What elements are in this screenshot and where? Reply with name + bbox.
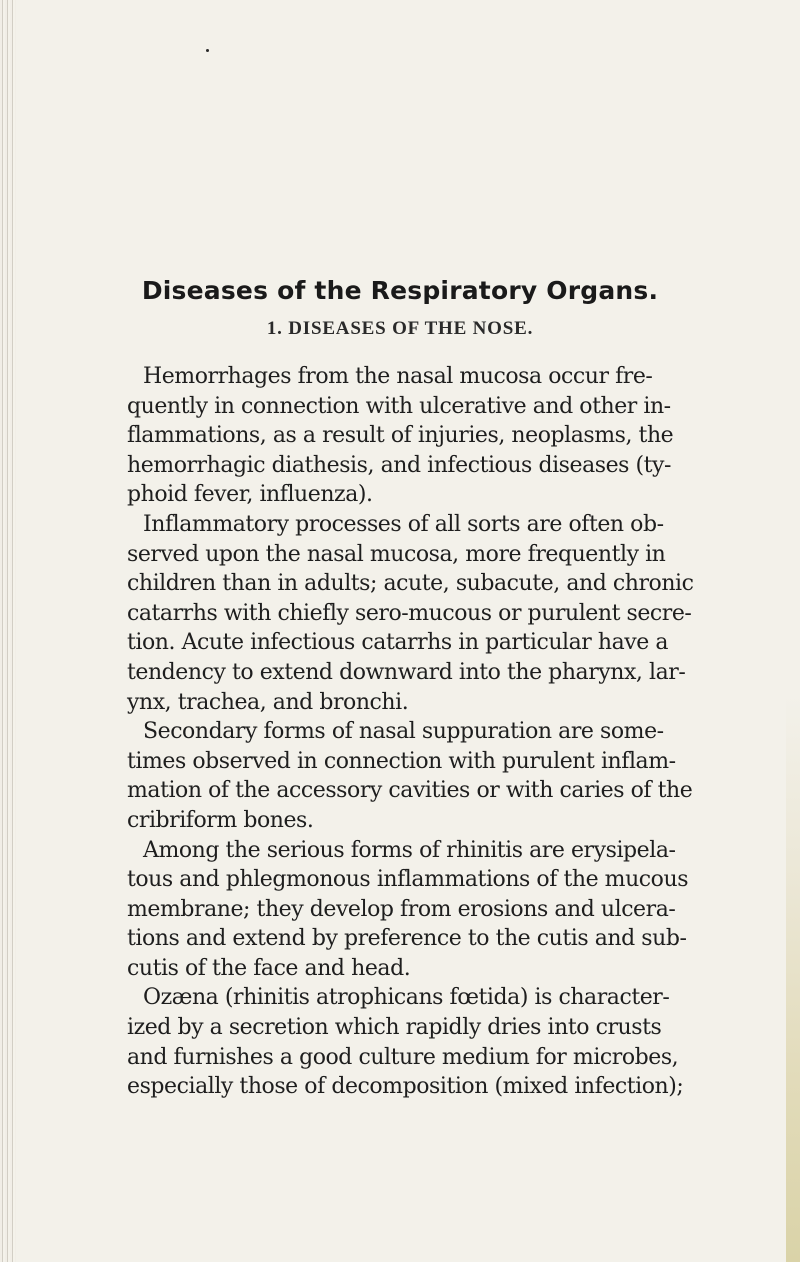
text-line: Secondary forms of nasal suppuration are some-: [143, 719, 664, 745]
text-line: membrane; they develop from erosions and ulcera-: [127, 896, 676, 922]
page-gutter-right: [786, 0, 800, 1262]
text-line: times observed in connection with purulent inflam-: [127, 748, 676, 774]
text-line: Ozæna (rhinitis atrophicans fœtida) is character-: [143, 985, 670, 1011]
text-line: and furnishes a good culture medium for microbes,: [127, 1044, 679, 1070]
text-line: Inflammatory processes of all sorts are often ob-: [143, 511, 664, 537]
text-line: especially those of decomposition (mixed infection);: [127, 1074, 684, 1100]
text-line: served upon the nasal mucosa, more frequently in: [127, 541, 666, 567]
print-speck: [206, 49, 209, 52]
text-line: children than in adults; acute, subacute, and chronic: [127, 571, 694, 597]
text-line: Hemorrhages from the nasal mucosa occur fre-: [143, 364, 653, 389]
text-line: cribriform bones.: [127, 807, 314, 833]
text-line: tous and phlegmonous inflammations of the mucous: [127, 867, 689, 893]
text-line: cutis of the face and head.: [127, 955, 411, 981]
text-line: quently in connection with ulcerative and other in-: [127, 393, 671, 419]
body-text: [127, 362, 694, 1102]
text-line: ynx, trachea, and bronchi.: [127, 689, 409, 715]
page-gutter-left: [0, 0, 16, 1262]
text-line: ized by a secretion which rapidly dries into crusts: [127, 1015, 662, 1041]
page-title: Diseases of the Respiratory Organs.: [141, 276, 659, 305]
text-line: tion. Acute infectious catarrhs in particular have a: [127, 630, 669, 656]
text-line: catarrhs with chiefly sero-mucous or purulent secre-: [127, 600, 692, 626]
text-line: tendency to extend downward into the pharynx, lar-: [127, 659, 686, 685]
section-heading: 1. DISEASES OF THE NOSE.: [266, 318, 534, 339]
text-line: flammations, as a result of injuries, neoplasms, the: [127, 423, 674, 449]
text-line: phoid fever, influenza).: [127, 482, 373, 508]
text-line: mation of the accessory cavities or with caries of the: [127, 778, 693, 804]
text-line: tions and extend by preference to the cutis and sub-: [127, 926, 687, 952]
text-line: Among the serious forms of rhinitis are erysipela-: [143, 837, 676, 863]
text-line: hemorrhagic diathesis, and infectious diseases (ty-: [127, 452, 672, 478]
